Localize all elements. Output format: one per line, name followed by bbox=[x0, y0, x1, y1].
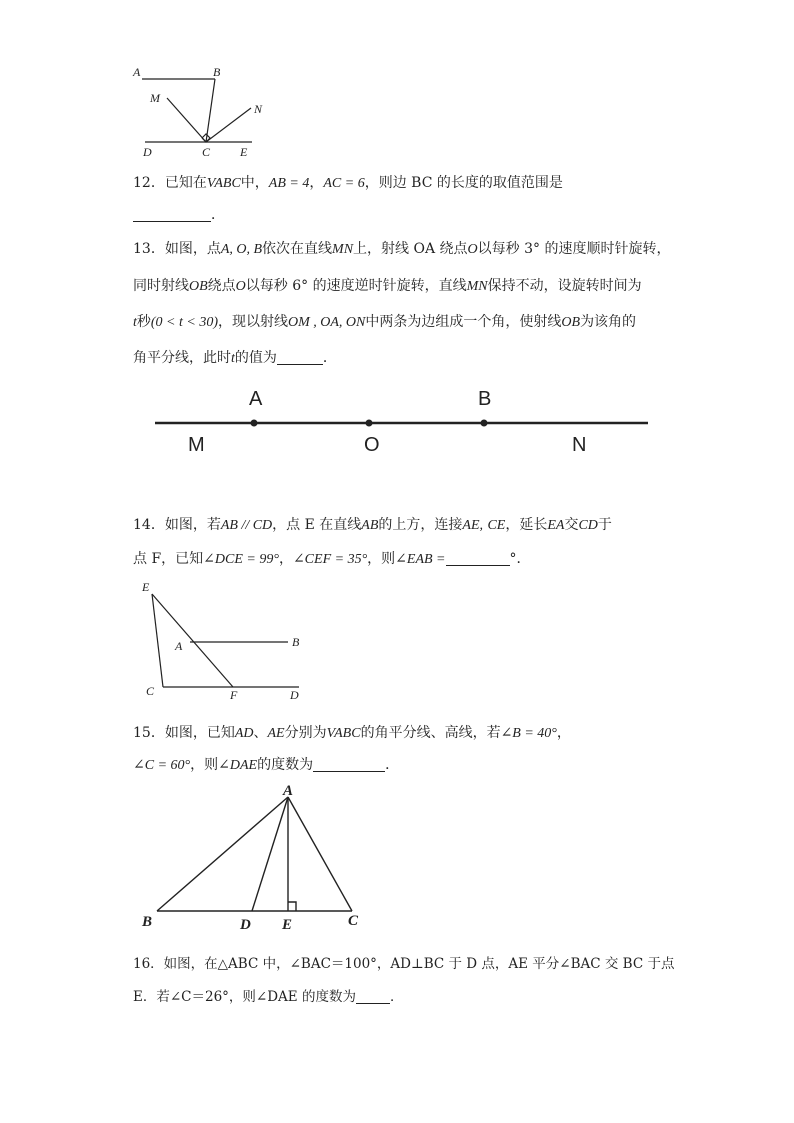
answer-blank-12[interactable] bbox=[133, 207, 211, 222]
q12-triangle: VABC bbox=[206, 176, 241, 191]
figure-q14 bbox=[152, 594, 299, 687]
label-b: B bbox=[142, 914, 153, 930]
q15-triangle: VABC bbox=[326, 726, 361, 741]
ray-cm bbox=[167, 98, 206, 142]
q15-angle-dae: ∠DAE bbox=[218, 758, 258, 773]
q13-text: 保持不动，设旋转时间为 bbox=[487, 278, 642, 294]
q13-var-t: t bbox=[133, 315, 137, 330]
label-a: A bbox=[283, 783, 294, 799]
label-c: C bbox=[146, 684, 155, 698]
q12-tail: ，则边 BC 的长度的取值范围是 bbox=[364, 175, 563, 191]
question-13-line-3 bbox=[133, 311, 636, 331]
label-b: B bbox=[478, 388, 492, 410]
label-e: E bbox=[142, 580, 150, 594]
answer-blank-16[interactable] bbox=[356, 989, 390, 1004]
q14-angle-eab: ∠EAB = bbox=[395, 552, 446, 567]
label-d: D bbox=[143, 145, 152, 159]
label-e: E bbox=[282, 917, 293, 933]
question-14-line-2 bbox=[133, 548, 531, 568]
segment-bc bbox=[206, 79, 215, 142]
q15-text: 15．如图，已知 bbox=[133, 725, 235, 741]
q13-var-t: t bbox=[231, 351, 235, 366]
label-b: B bbox=[213, 65, 221, 79]
label-f: F bbox=[230, 688, 238, 702]
label-a: A bbox=[133, 65, 141, 79]
q13-point-o: O bbox=[235, 279, 246, 294]
q16-text: E．若∠C＝26°，则∠DAE 的度数为 bbox=[133, 989, 356, 1005]
q14-angle-dce: ∠DCE = 99° bbox=[203, 552, 279, 567]
q15-text: 、 bbox=[253, 725, 268, 741]
q13-points: A, O, B bbox=[220, 242, 263, 257]
segment-ac bbox=[288, 797, 352, 911]
label-c: C bbox=[202, 145, 211, 159]
answer-blank-13[interactable] bbox=[277, 350, 323, 365]
point-a bbox=[251, 420, 258, 427]
label-o: O bbox=[364, 434, 380, 456]
q14-ae: AE, bbox=[462, 518, 484, 533]
q13-point-o: O bbox=[467, 242, 478, 257]
q14-text: 交 bbox=[564, 517, 579, 533]
right-angle-mark bbox=[288, 902, 296, 911]
question-13-line-2 bbox=[133, 275, 642, 295]
q15-end: ． bbox=[385, 757, 400, 773]
q14-ce: CE bbox=[487, 518, 506, 533]
q14-cd: CD bbox=[578, 518, 598, 533]
q13-line-mn: MN bbox=[332, 242, 354, 257]
q14-text: 14．如图，若 bbox=[133, 517, 221, 533]
question-13-line-4 bbox=[133, 347, 337, 367]
label-d: D bbox=[240, 917, 251, 933]
q15-text: 的角平分线、高线，若 bbox=[360, 725, 501, 741]
label-a: A bbox=[175, 639, 183, 653]
answer-blank-15[interactable] bbox=[313, 757, 385, 772]
q15-ad: AD bbox=[234, 726, 254, 741]
q15-angle-c: ∠C = 60° bbox=[133, 758, 191, 773]
question-15-line-2 bbox=[133, 754, 399, 774]
q14-text: 的上方，连接 bbox=[378, 517, 463, 533]
point-o bbox=[366, 420, 373, 427]
q13-range: (0 < t < 30) bbox=[150, 315, 218, 330]
q13-text: 以每秒 6° 的速度逆时针旋转，直线 bbox=[245, 278, 467, 294]
q14-text: ，则 bbox=[367, 551, 396, 567]
ray-cn bbox=[206, 108, 251, 142]
segment-ab bbox=[157, 797, 288, 911]
q13-text: 的值为 bbox=[234, 350, 277, 366]
point-b bbox=[481, 420, 488, 427]
q13-text: 上，射线 OA 绕点 bbox=[353, 241, 468, 257]
label-b: B bbox=[292, 635, 300, 649]
q15-text: ， bbox=[556, 725, 571, 741]
answer-blank-14[interactable] bbox=[446, 551, 510, 566]
q13-ray-ob: OB bbox=[561, 315, 581, 330]
label-c: C bbox=[348, 913, 359, 929]
question-15-line-1 bbox=[133, 722, 571, 742]
question-12-line-1 bbox=[133, 172, 563, 192]
question-13-line-1 bbox=[133, 238, 670, 258]
q15-text: ，则 bbox=[190, 757, 219, 773]
q16-end: ． bbox=[389, 989, 404, 1005]
q12-number: 12．已知在 bbox=[133, 175, 207, 191]
q14-text: 点 F，已知 bbox=[133, 551, 204, 567]
question-12-line-2 bbox=[133, 204, 225, 224]
label-a: A bbox=[249, 388, 263, 410]
label-d: D bbox=[290, 688, 299, 702]
label-n: N bbox=[572, 434, 587, 456]
segment-ef bbox=[152, 594, 233, 687]
q13-text: 为该角的 bbox=[580, 314, 637, 330]
q14-angle-cef: ∠CEF = 35° bbox=[292, 552, 368, 567]
label-m: M bbox=[188, 434, 205, 456]
q13-text: 13．如图，点 bbox=[133, 241, 221, 257]
q13-ray-ob: OB bbox=[189, 279, 208, 294]
q12-ac: AC = 6 bbox=[323, 176, 365, 191]
q14-parallel: AB // CD bbox=[220, 518, 273, 533]
segment-ec bbox=[152, 594, 163, 687]
figure-q15 bbox=[157, 797, 352, 911]
q13-end: ． bbox=[322, 350, 337, 366]
q14-text: ，延长 bbox=[505, 517, 548, 533]
angle-mark bbox=[202, 134, 210, 142]
q15-angle-b: ∠B = 40° bbox=[500, 726, 557, 741]
q13-text: ，现以射线 bbox=[218, 314, 288, 330]
q15-text: 分别为 bbox=[284, 725, 327, 741]
q14-line-ab: AB bbox=[361, 518, 379, 533]
question-16-line-2 bbox=[133, 985, 403, 1005]
q13-text: 角平分线，此时 bbox=[133, 350, 231, 366]
label-n: N bbox=[254, 102, 263, 116]
q13-text: 以每秒 3° 的速度顺时针旋转， bbox=[477, 241, 671, 257]
q14-text: ，点 E 在直线 bbox=[272, 517, 362, 533]
q13-text: 同时射线 bbox=[133, 278, 189, 294]
q12-sep: ， bbox=[309, 175, 324, 191]
label-e: E bbox=[240, 145, 248, 159]
q13-text: 依次在直线 bbox=[262, 241, 333, 257]
q13-rays: OM , OA, ON bbox=[288, 315, 366, 330]
label-m: M bbox=[150, 91, 160, 105]
q12-text: 中， bbox=[240, 175, 269, 191]
q14-sep: ， bbox=[278, 551, 293, 567]
figure-q13 bbox=[155, 388, 648, 456]
question-14-line-1 bbox=[133, 514, 612, 534]
q12-end: ． bbox=[211, 207, 225, 223]
q14-end: °． bbox=[509, 551, 531, 567]
q15-text: 的度数为 bbox=[257, 757, 314, 773]
q14-ea: EA bbox=[547, 518, 565, 533]
q13-text: 中两条为边组成一个角，使射线 bbox=[365, 314, 562, 330]
q13-line-mn: MN bbox=[466, 279, 488, 294]
q12-ab: AB = 4 bbox=[268, 176, 310, 191]
q16-text: 16．如图，在△ABC 中，∠BAC＝100°，AD⊥BC 于 D 点，AE 平分∠BAC 交 BC 于点 bbox=[133, 956, 675, 972]
q13-text: 秒 bbox=[136, 314, 151, 330]
q14-text: 于 bbox=[597, 517, 612, 533]
q15-ae: AE bbox=[267, 726, 285, 741]
question-16-line-1 bbox=[133, 952, 674, 972]
segment-ad bbox=[252, 797, 288, 911]
q13-text: 绕点 bbox=[207, 278, 236, 294]
